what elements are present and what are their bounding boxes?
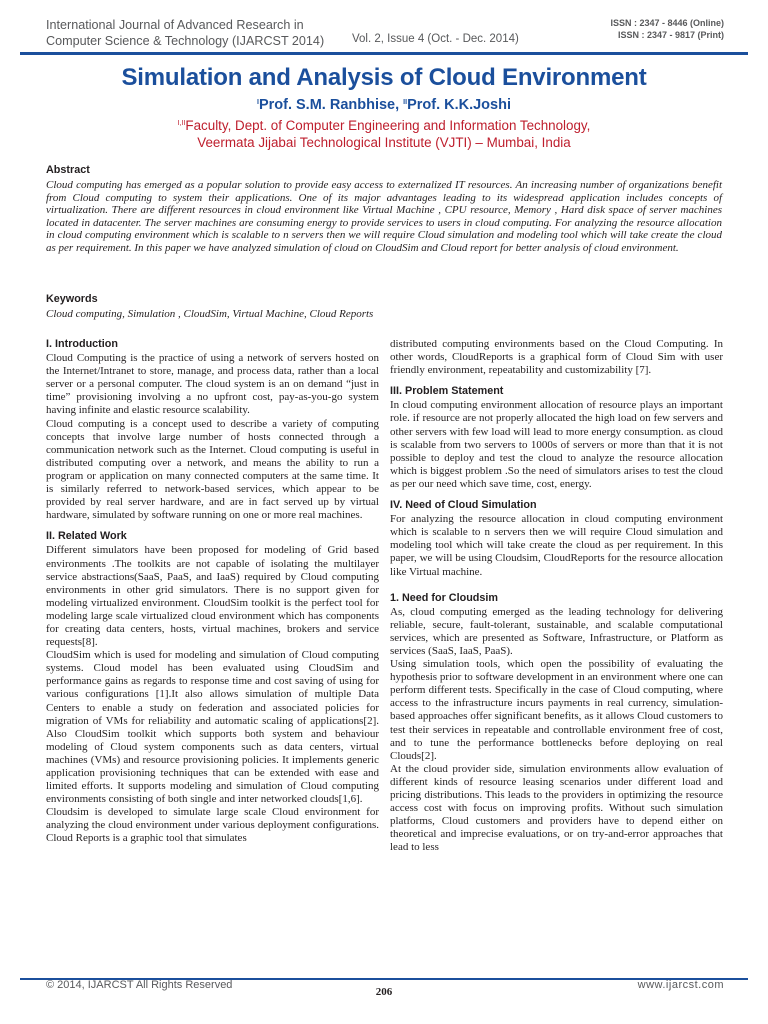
author1-superscript: I — [257, 99, 259, 106]
related-work-heading: II. Related Work — [46, 530, 127, 543]
need-of-simulation-heading: IV. Need of Cloud Simulation — [390, 499, 537, 512]
related-work-paragraph: Different simulators have been proposed for modeling of Grid based environments .The toolkits are not capable of isolating the multilayer service abstractions(SaaS, PaaS, and IaaS) required by Cloud computing environments in other grid simulators. There is no support given for modeling virtualized environment. CloudSim toolkit is the perfect tool for modeling large scale virtualized cloud environment which has components for creating data centers, hosts, virtual machines, brokers and service requests[8]. — [46, 544, 379, 649]
volume-issue: Vol. 2, Issue 4 (Oct. - Dec. 2014) — [352, 33, 519, 45]
problem-statement-heading: III. Problem Statement — [390, 385, 504, 398]
copyright: © 2014, IJARCST All Rights Reserved — [46, 979, 233, 991]
journal-name-line1: International Journal of Advanced Research in — [46, 18, 304, 32]
journal-name-line2: Computer Science & Technology (IJARCST 2014) — [46, 34, 325, 48]
introduction-paragraph: Cloud Computing is the practice of using a network of servers hosted on the Internet/Intranet to store, manage, and process data, rather than a local server or a personal computer. The cloud system is an on demand “just in time” provisioning involving a no upfront cost, pay-as-you-go system having infinite and elastic resource scalability. — [46, 352, 379, 417]
issn-print: ISSN : 2347 - 9817 (Print) — [617, 30, 724, 40]
author2: Prof. K.K.Joshi — [407, 97, 511, 113]
keywords-text: Cloud computing, Simulation , CloudSim, Virtual Machine, Cloud Reports — [46, 308, 374, 320]
keywords-heading: Keywords — [46, 293, 98, 305]
issn-online: ISSN : 2347 - 8446 (Online) — [610, 18, 724, 28]
left-column — [46, 338, 379, 846]
author2-superscript: II — [403, 99, 408, 106]
abstract-text: Cloud computing has emerged as a popular solution to provide easy access to externalized IT resources. An increasing number of organizations benefit from Cloud computing to system their applications. One of its major advantages leading to its widespread application includes concepts of virtualization. There are different resources in cloud environment like Virtual Machine , CPU resource, Memory , Hard disk space of server machines located in datacenter. The server machines are consuming energy to provide services to users in cloud computing. For analyzing the resource allocation in cloud computing environment which is scalable to n servers then we will require Cloud simulation and modeling tool which will take create the cloud as per requirement. In this paper we have analyzed simulation of cloud on CloudSim and Cloud report for better analysis of cloud environment. — [46, 179, 722, 254]
affiliation — [0, 115, 768, 151]
paper-title: Simulation and Analysis of Cloud Environment — [121, 64, 647, 91]
related-work-paragraph: distributed computing environments based on the Cloud Computing. In other words, CloudReports is a graphical form of Cloud Sim with user friendly environment, repeatability and customizability [7]. — [390, 338, 723, 377]
affiliation-line2: Veermata Jijabai Technological Institute (VJTI) – Mumbai, India — [197, 135, 571, 150]
introduction-paragraph: Cloud computing is a concept used to describe a variety of computing concepts that involve large number of hosts connected through a communication network such as the Internet. Cloud computing is useful in distributed computing over a network, and means the ability to run a program or application on many connected computers at the same time. It is similarly referred to network-based services, which appear to be provided by real server hardware, and are in fact served up by virtual hardware, simulated by software running on one or more real machines. — [46, 417, 379, 522]
need-for-cloudsim-paragraph: As, cloud computing emerged as the leading technology for delivering reliable, secure, fault-tolerant, sustainable, and scalable computational services, which are presented as Software, Infrastructure, or Platform as services (SaaS, IaaS, PaaS). — [390, 605, 723, 657]
problem-statement-paragraph: In cloud computing environment allocation of resource plays an important role. if resource are not properly allocated the high load on few servers and other servers with few load will lead to more energy consumption. as cloud is scalable from two servers to 1000s of servers or more than that it is not possible to deploy and test the cloud to analyze the resource allocation which is biggest problem .So the need of simulators arises to test the cloud as per our need which save time, cost, energy. — [390, 399, 723, 490]
related-work-paragraph: CloudSim which is used for modeling and simulation of Cloud computing systems. Cloud model has been evaluated using CloudSim and performance gains as regards to response time and cost saving of using for various configurations [1].It also allows simulation of multiple Data Centers to enable a study on federation and associated policies for migration of VMs for reliability and automatic scaling of applications[2]. Also CloudSim toolkit which supports both system and behaviour modeling of Cloud system components such as data centers, virtual machines (VMs) and resource provisioning policies. It implements generic application provisioning techniques that can be extended with ease and limited efforts. It supports modeling and simulation of Cloud computing environments consisting of both single and inter networked clouds[1,6]. — [46, 649, 379, 806]
affiliation-line1: Faculty, Dept. of Computer Engineering and Information Technology, — [185, 118, 591, 133]
need-of-simulation-paragraph: For analyzing the resource allocation in cloud computing environment which is scalable to n servers then we will require Cloud simulation and modeling tool which will take create the cloud as per requirement. In this paper, we will be using Cloudsim, CloudReports for the resource allocation like Virtual machine. — [390, 513, 723, 578]
affiliation-superscript: I,II — [177, 120, 186, 127]
need-for-cloudsim-paragraph: At the cloud provider side, simulation environments allow evaluation of different kinds of resource leasing scenarios under different load and pricing distributions. This leads to the providers in optimizing the resource access cost with focus on improving profits. Without such simulation platforms, Cloud customers and providers have to depend either on theoretical and imprecise evaluations, or on try-and-error approaches that lead to less — [390, 762, 723, 854]
journal-name — [46, 17, 346, 49]
author1: Prof. S.M. Ranbhise, — [258, 97, 404, 113]
abstract-heading: Abstract — [46, 164, 90, 176]
need-for-cloudsim-heading: 1. Need for Cloudsim — [390, 591, 498, 604]
website-link[interactable]: www.ijarcst.com — [637, 979, 724, 991]
right-column — [390, 338, 723, 854]
related-work-paragraph: Cloudsim is developed to simulate large scale Cloud environment for analyzing the cloud environment under various deployment configurations. Cloud Reports is a graphic tool that simulates — [46, 806, 379, 845]
author-line — [0, 97, 768, 113]
header-divider — [20, 52, 748, 55]
issn-block — [610, 17, 724, 41]
page-number: 206 — [375, 986, 393, 998]
introduction-heading: I. Introduction — [46, 338, 118, 350]
need-for-cloudsim-paragraph: Using simulation tools, which open the possibility of evaluating the hypothesis prior to software development in an environment where one can perform different tests. Specifically in the case of Cloud computing, where access to the infrastructure incurs payments in real currency, simulation-based approaches offer significant benefits, as it allows Cloud customers to test their services in repeatable and controllable environment free of cost, and to tune the performance bottlenecks before deploying on real Clouds[2]. — [390, 658, 723, 762]
